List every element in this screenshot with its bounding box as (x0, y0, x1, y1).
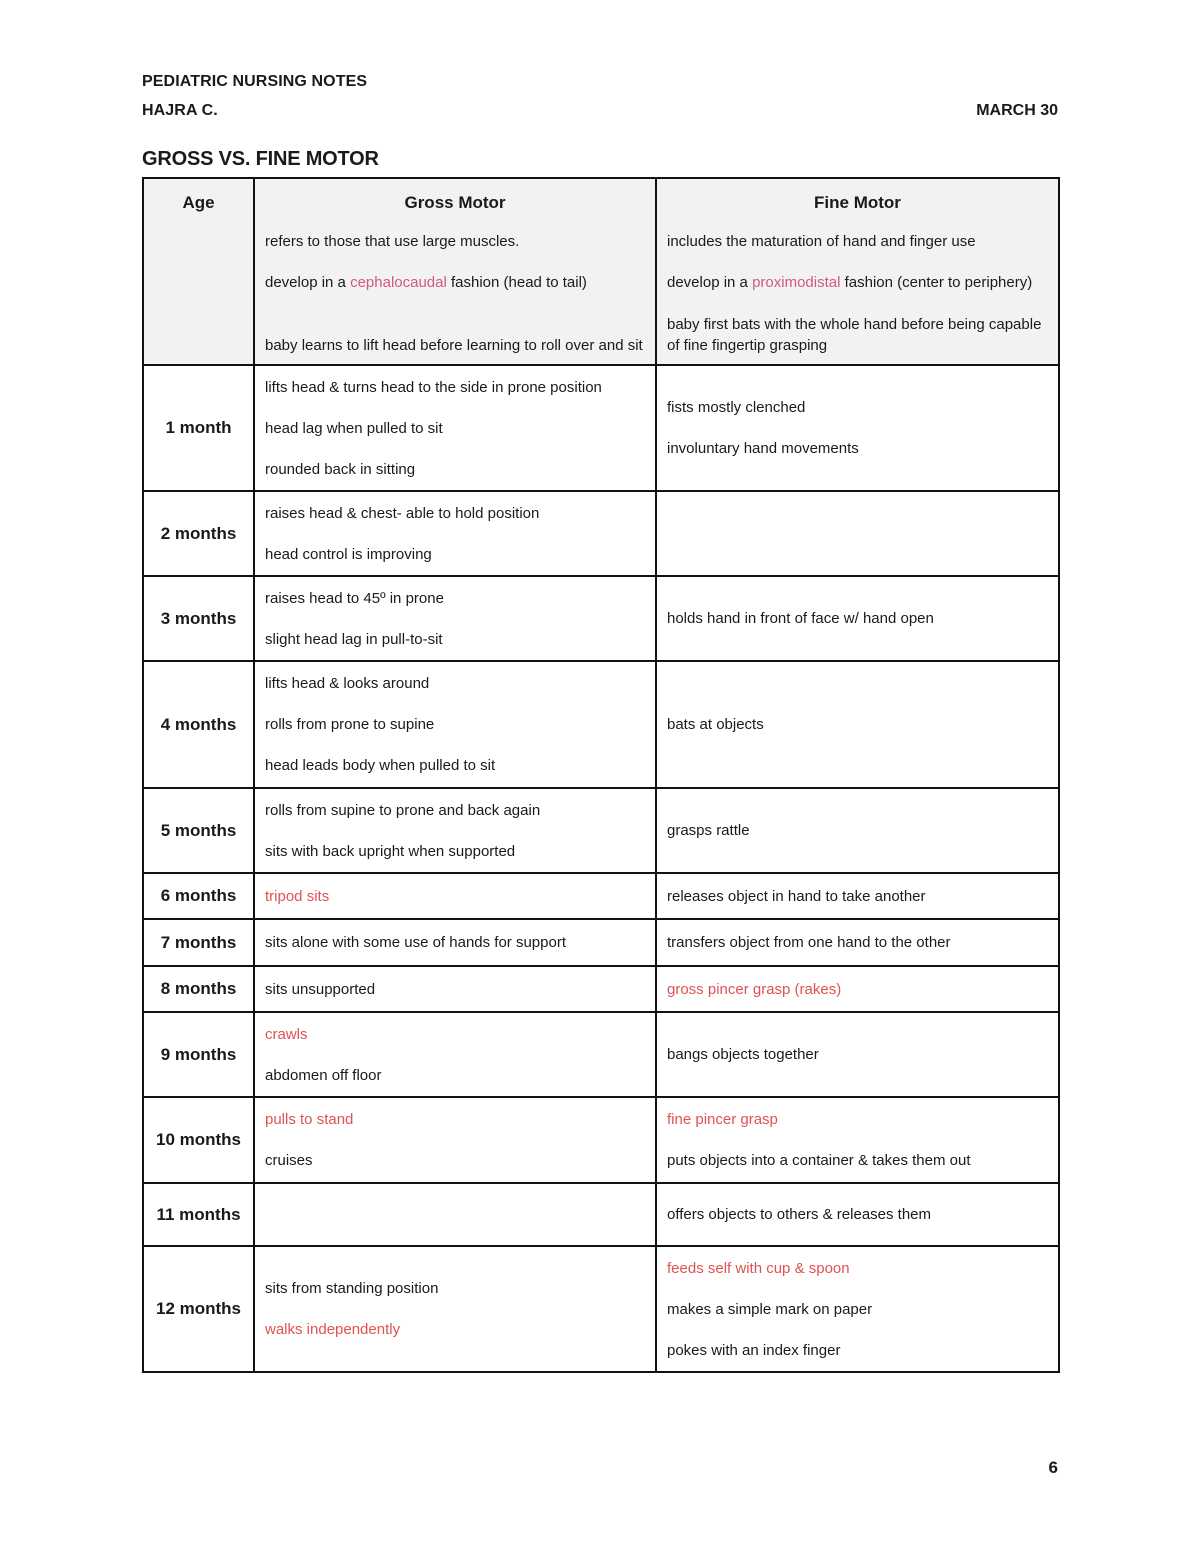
fine-motor-cell (656, 1097, 1059, 1183)
fine-motor-cell (656, 365, 1059, 491)
gross-motor-cell (254, 576, 656, 661)
age-cell: 8 months (143, 966, 254, 1012)
gross-milestone: lifts head & turns head to the side in prone position (265, 378, 602, 396)
fine-milestone: bangs objects together (667, 1046, 819, 1063)
fine-milestone: gross pincer grasp (rakes) (667, 980, 842, 998)
document-date: MARCH 30 (976, 102, 1058, 119)
gross-milestone: raises head & chest- able to hold position (265, 504, 540, 522)
table-row (143, 919, 1059, 966)
gross-motor-cell (254, 788, 656, 873)
gross-example-line: baby learns to lift head before learning to roll over and sit (265, 337, 643, 354)
fine-milestone: pokes with an index finger (667, 1341, 841, 1359)
gross-motor-cell (254, 966, 656, 1012)
gross-milestone: head control is improving (265, 545, 432, 563)
fine-milestone: feeds self with cup & spoon (667, 1259, 850, 1277)
age-cell: 11 months (143, 1183, 254, 1246)
age-cell: 2 months (143, 491, 254, 576)
gross-motor-cell (254, 919, 656, 966)
gross-motor-cell (254, 1246, 656, 1372)
author-name: HAJRA C. (142, 102, 218, 119)
age-blank-cell (143, 223, 254, 365)
fine-motor-cell (656, 919, 1059, 966)
table-row (143, 365, 1059, 491)
fine-milestone: involuntary hand movements (667, 440, 859, 457)
gross-motor-cell (254, 873, 656, 919)
table-row (143, 661, 1059, 788)
table-row (143, 1183, 1059, 1246)
fine-motor-cell (656, 1012, 1059, 1097)
gross-definition-line: refers to those that use large muscles. (265, 233, 520, 250)
table-row (143, 873, 1059, 919)
fine-motor-cell (656, 491, 1059, 576)
gross-milestone: cruises (265, 1152, 313, 1169)
gross-motor-cell (254, 1097, 656, 1183)
gross-fashion-line: develop in a cephalocaudal fashion (head to tail) (265, 274, 587, 291)
gross-motor-cell (254, 1012, 656, 1097)
gross-motor-cell (254, 491, 656, 576)
fine-motor-cell (656, 966, 1059, 1012)
fine-milestone: puts objects into a container & takes them out (667, 1152, 971, 1169)
gross-milestone: crawls (265, 1025, 308, 1043)
fine-motor-cell (656, 788, 1059, 873)
fine-motor-cell (656, 576, 1059, 661)
fine-milestone: offers objects to others & releases them (667, 1206, 932, 1223)
fine-definition-line: includes the maturation of hand and finger use (667, 233, 976, 250)
age-cell: 1 month (143, 365, 254, 491)
fine-motor-cell (656, 661, 1059, 788)
age-cell: 12 months (143, 1246, 254, 1372)
table-row (143, 1097, 1059, 1183)
age-cell: 4 months (143, 661, 254, 788)
gross-milestone: tripod sits (265, 887, 330, 905)
fine-motor-definition (656, 223, 1059, 365)
age-cell: 9 months (143, 1012, 254, 1097)
age-cell: 6 months (143, 873, 254, 919)
age-cell: 5 months (143, 788, 254, 873)
fine-milestone: fists mostly clenched (667, 399, 806, 416)
table-row (143, 788, 1059, 873)
gross-milestone: abdomen off floor (265, 1066, 382, 1084)
gross-milestone: sits from standing position (265, 1280, 439, 1297)
fine-motor-cell (656, 1183, 1059, 1246)
fine-example-line: baby first bats with the whole hand before being capable of fine fingertip grasping (667, 316, 1042, 354)
proximodistal-term: proximodistal (752, 274, 841, 291)
fine-milestone: grasps rattle (667, 822, 750, 839)
cephalocaudal-term: cephalocaudal (350, 274, 447, 291)
gross-milestone: sits alone with some use of hands for support (265, 934, 566, 951)
gross-motor-cell (254, 661, 656, 788)
gross-motor-definition (254, 223, 656, 365)
gross-milestone: rolls from supine to prone and back again (265, 801, 541, 819)
motor-milestones-table (142, 177, 1060, 1373)
fine-motor-cell (656, 873, 1059, 919)
age-cell: 10 months (143, 1097, 254, 1183)
table-row (143, 966, 1059, 1012)
fine-motor-cell (656, 1246, 1059, 1372)
fine-milestone: makes a simple mark on paper (667, 1300, 873, 1318)
table-row (143, 491, 1059, 576)
column-header-age: Age (143, 178, 254, 223)
section-title: GROSS VS. FINE MOTOR (142, 148, 379, 170)
gross-milestone: pulls to stand (265, 1111, 354, 1128)
page-number: 6 (1048, 1458, 1058, 1477)
fine-fashion-line: develop in a proximodistal fashion (center to periphery) (667, 274, 1033, 291)
gross-milestone: slight head lag in pull-to-sit (265, 630, 443, 648)
age-cell: 3 months (143, 576, 254, 661)
gross-motor-cell (254, 1183, 656, 1246)
gross-milestone: head lag when pulled to sit (265, 419, 443, 437)
gross-milestone: head leads body when pulled to sit (265, 757, 496, 774)
definitions-row (143, 223, 1059, 365)
gross-milestone: sits unsupported (265, 980, 376, 998)
gross-milestone: sits with back upright when supported (265, 842, 516, 860)
table-row (143, 1246, 1059, 1372)
gross-milestone: raises head to 45º in prone (265, 589, 444, 607)
gross-milestone: rounded back in sitting (265, 460, 416, 478)
fine-milestone: transfers object from one hand to the other (667, 934, 951, 951)
age-cell: 7 months (143, 919, 254, 966)
column-header-fine-motor: Fine Motor (656, 178, 1059, 223)
document-title: PEDIATRIC NURSING NOTES (142, 73, 368, 90)
fine-milestone: releases object in hand to take another (667, 887, 926, 905)
gross-milestone: walks independently (265, 1321, 401, 1338)
fine-milestone: bats at objects (667, 716, 764, 733)
table-row (143, 1012, 1059, 1097)
table-row (143, 576, 1059, 661)
fine-milestone: fine pincer grasp (667, 1111, 778, 1128)
fine-milestone: holds hand in front of face w/ hand open (667, 610, 934, 627)
gross-motor-cell (254, 365, 656, 491)
gross-milestone: lifts head & looks around (265, 675, 430, 692)
gross-milestone: rolls from prone to supine (265, 716, 435, 733)
column-header-gross-motor: Gross Motor (254, 178, 656, 223)
